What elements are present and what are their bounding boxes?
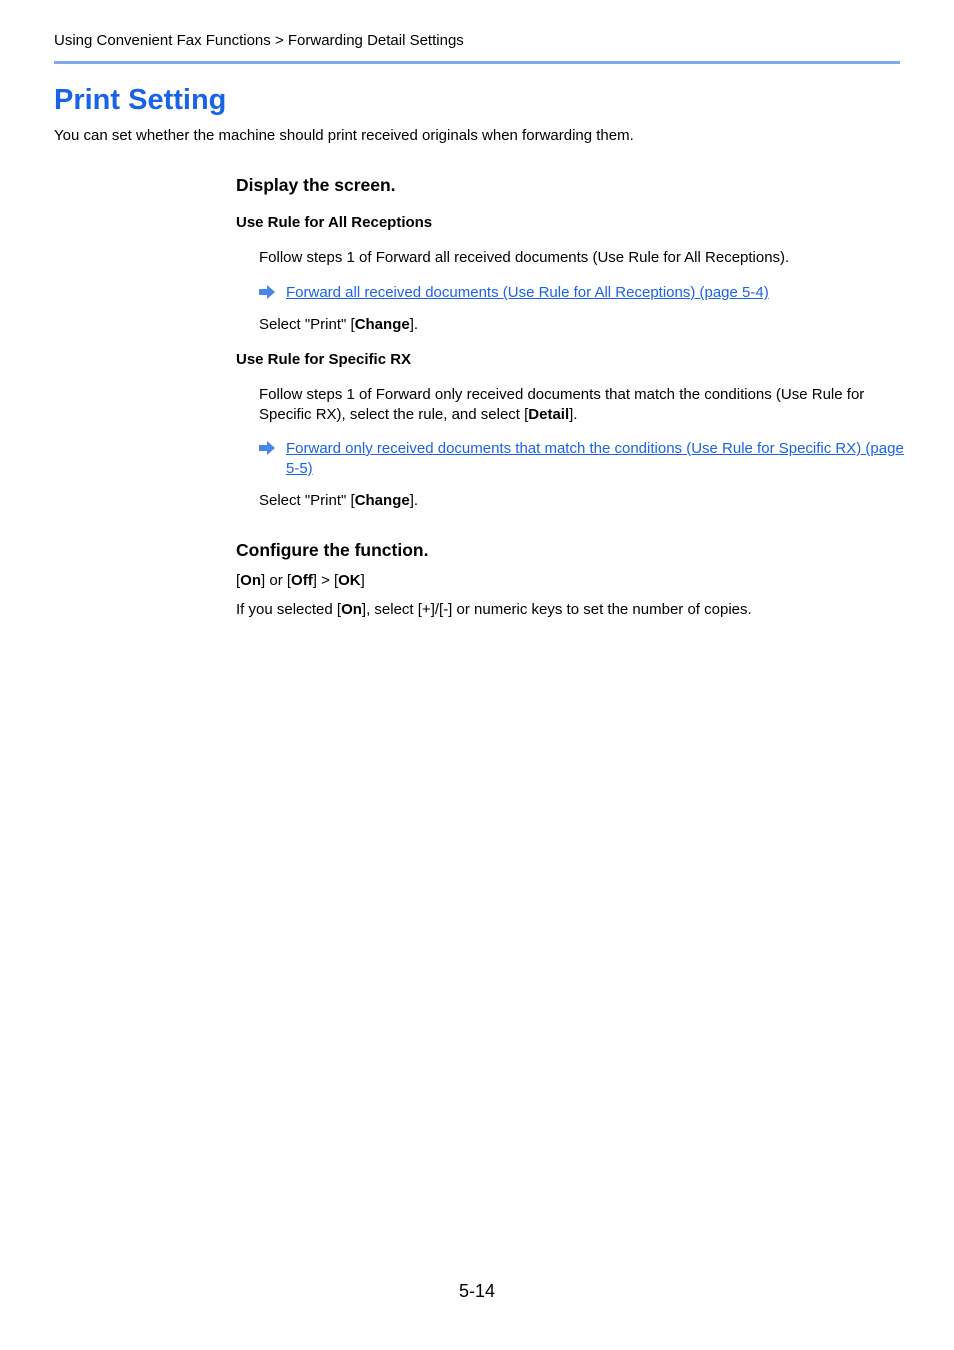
- instruction-all-receptions: Follow steps 1 of Forward all received documents (Use Rule for All Receptions).: [259, 249, 790, 266]
- page-title: Print Setting: [54, 84, 227, 116]
- key-off: Off: [291, 572, 313, 589]
- page-number: 5-14: [458, 1281, 496, 1301]
- options-on-off-ok: [On] or [Off] > [OK]: [236, 572, 365, 589]
- link-forward-only-matching[interactable]: Forward only received documents that match the conditions (Use Rule for Specific RX) (page 5-5): [286, 440, 904, 477]
- xref-specific-rx: [259, 439, 904, 479]
- link-forward-all-received[interactable]: Forward all received documents (Use Rule for All Receptions) (page 5-4): [286, 284, 769, 301]
- select-print-change-2: Select "Print" [Change].: [259, 492, 419, 509]
- step-heading-configure: Configure the function.: [236, 540, 429, 560]
- key-change: Change: [354, 316, 410, 333]
- subheading-all-receptions: Use Rule for All Receptions: [236, 214, 433, 231]
- subheading-specific-rx: Use Rule for Specific RX: [236, 351, 412, 368]
- arrow-right-icon: [259, 285, 275, 299]
- key-change: Change: [354, 492, 410, 509]
- select-print-change-1: Select "Print" [Change].: [259, 316, 419, 333]
- breadcrumb: Using Convenient Fax Functions > Forwarding Detail Settings: [54, 32, 464, 49]
- key-on: On: [341, 601, 362, 618]
- header-rule: [54, 61, 900, 64]
- key-ok: OK: [338, 572, 361, 589]
- arrow-right-icon: [259, 441, 275, 455]
- intro-text: You can set whether the machine should print received originals when forwarding them.: [54, 127, 634, 144]
- key-detail: Detail: [528, 406, 570, 423]
- instruction-specific-rx: Follow steps 1 of Forward only received documents that match the conditions (Use Rule for Specific RX), select the rule, and select [Detail].: [259, 386, 865, 423]
- key-on: On: [240, 572, 262, 589]
- xref-all-receptions: [259, 283, 904, 303]
- note-copies: If you selected [On], select [+]/[-] or numeric keys to set the number of copies.: [236, 601, 752, 618]
- step-heading-display-screen: Display the screen.: [236, 175, 396, 195]
